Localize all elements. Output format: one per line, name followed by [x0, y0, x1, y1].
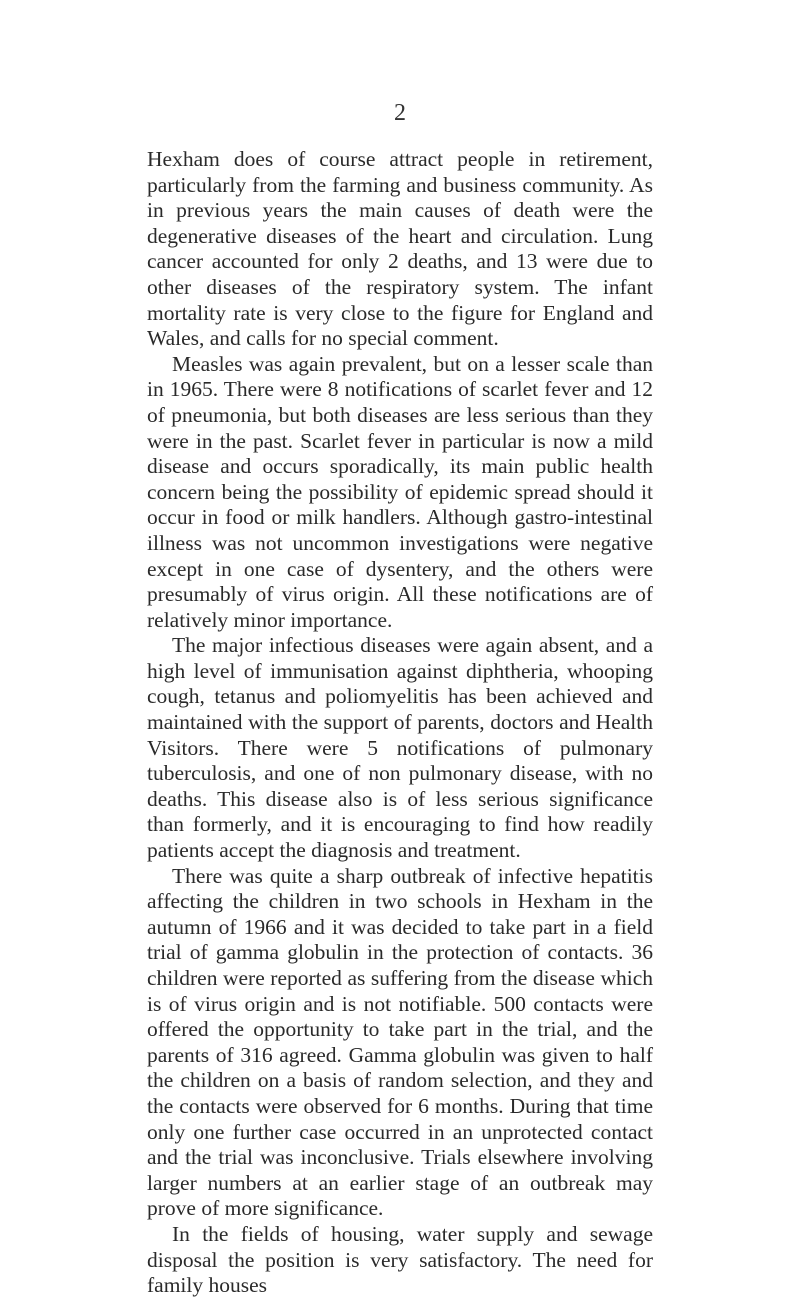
paragraph-measles-notifications: Measles was again prevalent, but on a lesser scale than in 1965. There were 8 notifications of scarlet fever and 12 of pneumonia, but both diseases are less serious than they were in the past. Scarlet fever in particular is now a mild disease and occurs sporadically, its main public health concern being the possibility of epidemic spread should it occur in food or milk handlers. Although gastro-intestinal illness was not uncommon investigations were negative except in one case of dysentery, and the others were presumably of virus origin. All these notifications are of relatively minor importance. [147, 351, 653, 632]
paragraph-hepatitis-trial: There was quite a sharp outbreak of infective hepatitis affecting the children in two schools in Hexham in the autumn of 1966 and it was decided to take part in a field trial of gamma globulin in the protection of contacts. 36 children were reported as suffering from the disease which is of virus origin and is not notifiable. 500 contacts were offered the opportunity to take part in the trial, and the parents of 316 agreed. Gamma globulin was given to half the children on a basis of random selection, and they and the contacts were observed for 6 months. During that time only one further case occurred in an unprotected contact and the trial was inconclusive. Trials elsewhere involving larger numbers at an earlier stage of an outbreak may prove of more significance. [147, 863, 653, 1221]
paragraph-retirement-mortality: Hexham does of course attract people in retirement, particularly from the farming and business community. As in previous years the main causes of death were the degenerative diseases of the heart and circulation. Lung cancer accounted for only 2 deaths, and 13 were due to other diseases of the respiratory system. The infant mortality rate is very close to the figure for England and Wales, and calls for no special comment. [147, 147, 653, 351]
paragraph-housing: In the fields of housing, water supply and sewage disposal the position is very satisfactory. The need for family houses [147, 1221, 653, 1298]
page-number: 2 [394, 100, 406, 126]
paragraph-immunisation-tuberculosis: The major infectious diseases were again absent, and a high level of immunisation against diphtheria, whooping cough, tetanus and poliomyelitis has been achieved and maintained with the support of parents, doctors and Health Visitors. There were 5 notifications of pulmonary tuberculosis, and one of non pulmonary disease, with no deaths. This disease also is of less serious significance than formerly, and it is encouraging to find how readily patients accept the diagnosis and treatment. [147, 633, 653, 863]
body-text [147, 147, 653, 1299]
